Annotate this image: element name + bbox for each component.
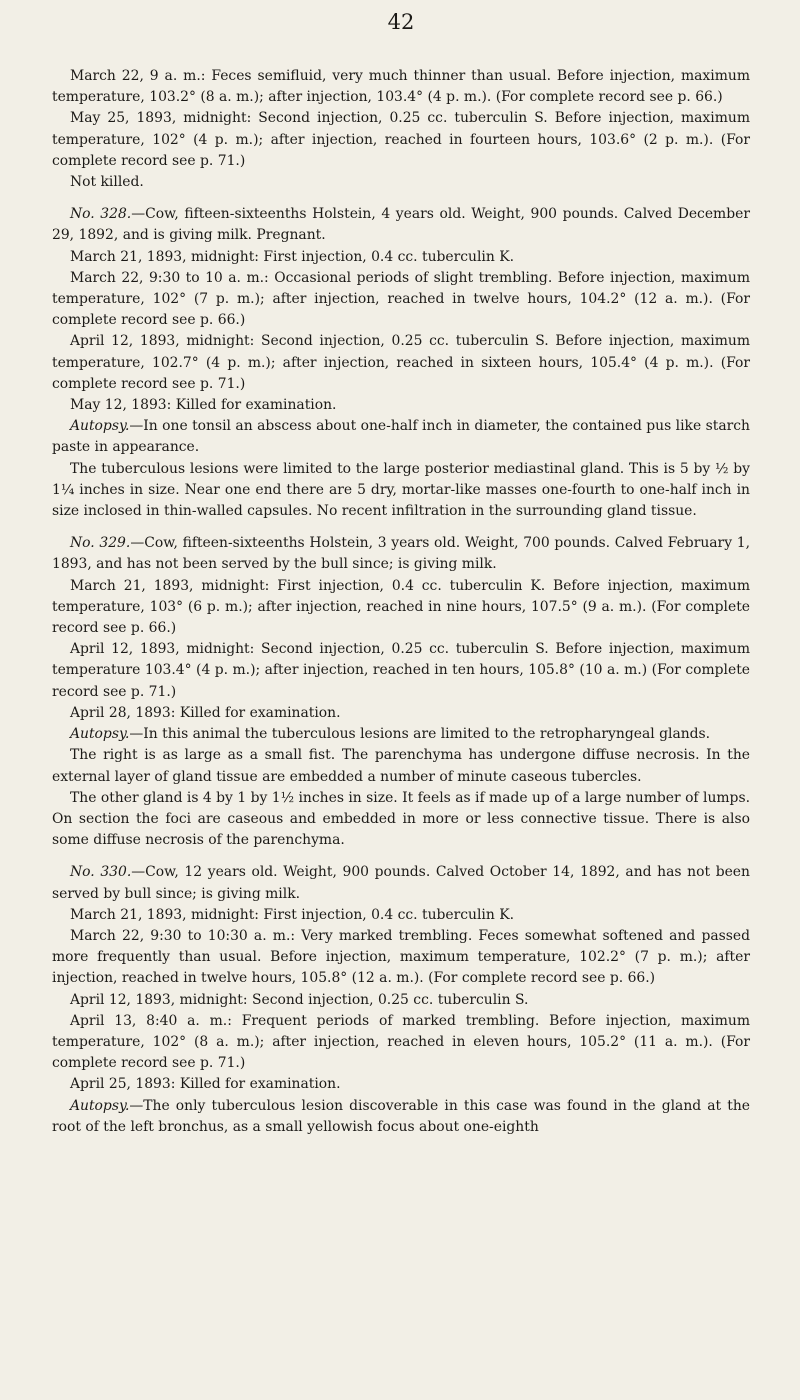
paragraph [52,459,750,523]
paragraph [52,990,750,1011]
paragraph-text: April 12, 1893, midnight: Second injection, 0.25 cc. tuberculin S. Before injection, maximum temperature 103.4° (4 p. m.); after injection, reached in ten hours, 105.8° (10 a. m.) (For complete record see p. 71.) [52,641,750,700]
paragraph-text: —Cow, 12 years old. Weight, 900 pounds. Calved October 14, 1892, and has not been served by bull since; is giving milk. [52,864,750,902]
paragraph-lead: No. 330. [70,864,132,881]
paragraph [52,395,750,416]
paragraph-text: March 22, 9:30 to 10:30 a. m.: Very marked trembling. Feces somewhat softened and passed more frequently than usual. Before injection, maximum temperature, 102.2° (7 p. m.); after injection, reached in twelve hours, 105.8° (12 a. m.). (For complete record see p. 66.) [52,927,750,987]
paragraph-lead: Autopsy. [70,418,130,435]
paragraph-text: April 12, 1893, midnight: Second injection, 0.25 cc. tuberculin S. [70,991,529,1008]
paragraph-lead: Autopsy. [70,726,130,743]
paragraph-text: March 22, 9 a. m.: Feces semifluid, very much thinner than usual. Before injection, maximum temperature, 103.2° (8 a. m.); after injection, 103.4° (4 p. m.). (For complete record see p. 66.) [52,68,750,106]
paragraph [52,724,750,745]
paragraph-text: The other gland is 4 by 1 by 1½ inches in size. It feels as if made up of a large number of lumps. On section the foci are caseous and embedded in more or less connective tissue. There is also some diffuse necrosis of the parenchyma. [52,789,750,849]
paragraph-text: —Cow, fifteen-sixteenths Holstein, 4 years old. Weight, 900 pounds. Calved December 29, 1892, and is giving milk. Pregnant. [52,206,750,244]
paragraph-text: April 28, 1893: Killed for examination. [70,704,341,721]
paragraph [52,926,750,990]
body-text [52,66,750,1138]
paragraph [52,862,750,904]
paragraph [52,108,750,172]
paragraph-text: May 12, 1893: Killed for examination. [70,397,337,414]
paragraph [52,204,750,246]
paragraph-text: —The only tuberculous lesion discoverable in this case was found in the gland at the root of the left bronchus, as a small yellowish focus about one-eighth [52,1097,750,1135]
paragraph-text: April 13, 8:40 a. m.: Frequent periods of marked trembling. Before injection, maximum temperature, 102° (8 a. m.); after injection, reached in eleven hours, 105.2° (11 a. m.). (For complete record see p. 71.) [52,1012,750,1072]
paragraph-text: March 21, 1893, midnight: First injection, 0.4 cc. tuberculin K. [70,248,515,265]
paragraph [52,745,750,787]
page-number: 42 [387,10,415,34]
paragraph [52,703,750,724]
paragraph-text: March 21, 1893, midnight: First injection, 0.4 cc. tuberculin K. [70,906,515,923]
paragraph-text: The right is as large as a small fist. The parenchyma has undergone diffuse necrosis. In the external layer of gland tissue are embedded a number of minute caseous tubercles. [52,747,750,785]
paragraph-text: The tuberculous lesions were limited to the large posterior mediastinal gland. This is 5 by ½ by 1¼ inches in size. Near one end there are 5 dry, mortar-like masses one-fourth to one-half inch in size inclosed in thin-walled capsules. No recent infiltration in the surrounding gland tissue. [52,460,750,520]
paragraph-lead: No. 328. [70,206,132,223]
paragraph [52,905,750,926]
paragraph-text: April 25, 1893: Killed for examination. [70,1076,341,1093]
paragraph-text: March 22, 9:30 to 10 a. m.: Occasional periods of slight trembling. Before injection, maximum temperature, 102° (7 p. m.); after injection, reached in twelve hours, 104.2° (12 a. m.). (For complete record see p. 66.) [52,269,750,329]
paragraph-text: —Cow, fifteen-sixteenths Holstein, 3 years old. Weight, 700 pounds. Calved February 1, 1893, and has not been served by the bull since; is giving milk. [52,535,750,573]
paragraph [52,788,750,852]
paragraph-text: —In one tonsil an abscess about one-half inch in diameter, the contained pus like starch paste in appearance. [52,418,750,456]
paragraph-text: May 25, 1893, midnight: Second injection, 0.25 cc. tuberculin S. Before injection, maximum temperature, 102° (4 p. m.); after injection, reached in fourteen hours, 103.6° (2 p. m.). (For complete record see p. 71.) [52,110,750,169]
paragraph [52,533,750,575]
paragraph [52,1011,750,1075]
paragraph [52,268,750,332]
paragraph [52,172,750,193]
paragraph-text: —In this animal the tuberculous lesions are limited to the retropharyngeal glands. [129,726,711,743]
paragraph-lead: No. 329. [70,535,131,552]
paragraph [52,639,750,703]
paragraph [52,247,750,268]
paragraph [52,331,750,395]
paragraph-text: March 21, 1893, midnight: First injection, 0.4 cc. tuberculin K. Before injection, maximum temperature, 103° (6 p. m.); after injection, reached in nine hours, 107.5° (9 a. m.). (For complete record see p. 66.) [52,577,750,637]
paragraph [52,416,750,458]
section-gap [52,851,750,862]
paragraph-lead: Autopsy. [70,1097,130,1114]
paragraph [52,1096,750,1138]
paragraph-text: April 12, 1893, midnight: Second injection, 0.25 cc. tuberculin S. Before injection, maximum temperature, 102.7° (4 p. m.); after injection, reached in sixteen hours, 105.4° (4 p. m.). (For complete record see p. 71.) [52,333,750,392]
section-gap [52,522,750,533]
paragraph-text: Not killed. [70,174,144,191]
paragraph [52,66,750,108]
paragraph [52,576,750,640]
section-gap [52,193,750,204]
paragraph [52,1074,750,1095]
